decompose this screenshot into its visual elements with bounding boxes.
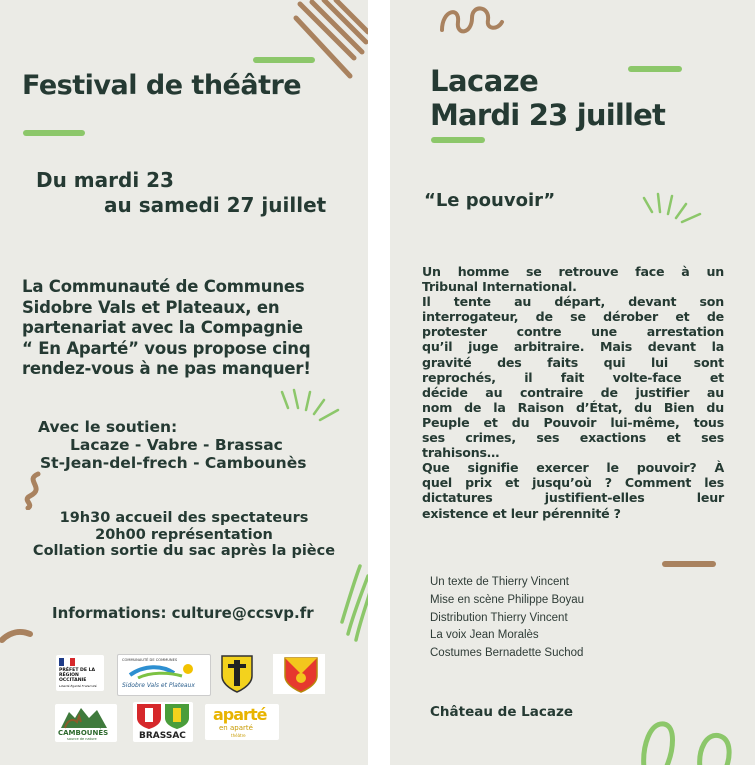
- synopsis-line: dictatures justifient-elles leur: [422, 490, 724, 506]
- synopsis-line: Que signifie exercer le pouvoir? À: [422, 460, 724, 476]
- brush-decoration-icon: [0, 626, 34, 646]
- intro-line: Sidobre Vals et Plateaux, en: [22, 297, 280, 317]
- support-label: Avec le soutien:: [38, 418, 178, 436]
- support-towns-1: Lacaze - Vabre - Brassac: [70, 436, 283, 454]
- cambounes-logo-text: CAMBOUNÈS: [58, 729, 109, 737]
- event-title-line-1: Lacaze: [430, 64, 539, 98]
- credit-line: Costumes Bernadette Suchod: [430, 647, 584, 660]
- credit-line: La voix Jean Moralès: [430, 629, 539, 642]
- right-flyer-panel: [390, 0, 755, 765]
- accent-bar-top: [253, 57, 315, 63]
- en-aparte-logo-wordmark: aparté: [213, 705, 267, 724]
- dates-line-1: Du mardi 23: [36, 168, 174, 192]
- synopsis-line: protester contre une arrestation: [422, 324, 724, 340]
- ccsvp-logo: [117, 654, 211, 696]
- intro-line: rendez-vous à ne pas manquer!: [22, 359, 311, 378]
- synopsis-line: quel prix et jusqu’où ? Comment les: [422, 475, 724, 491]
- synopsis-line: qu’il juge arbitraire. Mais devant la: [422, 339, 724, 355]
- lacaze-coat-of-arms-icon: [273, 654, 325, 694]
- intro-line: La Communauté de Communes: [22, 277, 305, 296]
- synopsis-paragraph: [422, 264, 724, 521]
- ccsvp-wave-icon: [128, 663, 198, 679]
- credit-line: Mise en scène Philippe Boyau: [430, 593, 585, 606]
- grass-decoration-icon: [338, 562, 368, 642]
- credit-line: Distribution Thierry Vincent: [430, 611, 568, 624]
- credits-list: [430, 574, 584, 663]
- brassac-coat-of-arms-icon: [133, 702, 193, 730]
- synopsis-line: interrogateur, de se dérober et de: [422, 309, 724, 325]
- synopsis-line: gravité des faits qui lui sont: [422, 354, 724, 370]
- dates-line-2: au samedi 27 juillet: [104, 193, 327, 217]
- synopsis-line: Un homme se retrouve face à un: [422, 264, 724, 279]
- hatch-decoration-icon: [292, 0, 368, 82]
- synopsis-line: existence et leur pérennité ?: [422, 505, 621, 521]
- credit-line: Un texte de Thierry Vincent: [430, 576, 569, 588]
- prefet-logo-motto: Liberté Égalité Fraternité: [59, 684, 97, 688]
- ccsvp-logo-caption: COMMUNAUTÉ DE COMMUNES: [122, 658, 178, 662]
- synopsis-line: Tribunal International.: [422, 279, 577, 295]
- sparkle-icon: [276, 388, 346, 428]
- prefet-logo-text: PRÉFET DE LA RÉGION OCCITANIE: [59, 668, 96, 683]
- event-title-line-2: Mardi 23 juillet: [430, 98, 666, 132]
- cambounes-deer-icon: [55, 704, 117, 730]
- schedule-line: Collation sortie du sac après la pièce: [32, 543, 336, 559]
- play-title: “Le pouvoir”: [424, 190, 556, 211]
- info-contact[interactable]: Informations: culture@ccsvp.fr: [52, 604, 314, 622]
- synopsis-line: reprochés, il fait volte-face et: [422, 369, 724, 385]
- cambounes-logo: [55, 704, 117, 742]
- intro-line: “ En Aparté” vous propose cinq: [22, 338, 311, 358]
- accent-bar-title-right: [431, 137, 485, 143]
- schedule-block: [0, 510, 368, 560]
- synopsis-line: trahisons…: [422, 445, 500, 461]
- en-aparte-logo-caption: théâtre: [231, 733, 246, 738]
- support-towns-2: St-Jean-del-frech - Cambounès: [40, 454, 307, 472]
- ccsvp-logo-text: Sidobre Vals et Plateaux: [122, 682, 195, 689]
- prefet-occitanie-logo: [56, 655, 104, 691]
- left-flyer-panel: [0, 0, 368, 765]
- accent-bar-top-right: [628, 66, 682, 72]
- en-aparte-logo-text: en aparté: [219, 724, 253, 732]
- synopsis-line: Peuple et du Pouvoir lui-même, tous: [422, 414, 724, 430]
- sparkle-icon: [640, 192, 706, 232]
- squiggle-decoration-icon: [20, 470, 50, 510]
- festival-title: Festival de théâtre: [22, 70, 302, 101]
- accent-bar-title: [23, 130, 85, 136]
- brassac-logo-text: BRASSAC: [139, 731, 186, 741]
- synopsis-line: nom de la Raison d’État, du Bien du: [422, 399, 724, 415]
- synopsis-line: ses crimes, ses exactions et ses: [422, 430, 724, 446]
- cambounes-logo-subtitle: source de nature: [67, 737, 97, 741]
- intro-paragraph: [22, 277, 362, 380]
- accent-bar-credits: [662, 561, 716, 567]
- intro-line: partenariat avec la Compagnie: [22, 318, 303, 337]
- venue-name: Château de Lacaze: [430, 704, 574, 720]
- french-flag-icon: [59, 658, 75, 666]
- schedule-line: 20h00 représentation: [95, 526, 273, 543]
- schedule-line: 19h30 accueil des spectateurs: [59, 510, 309, 526]
- vine-decoration-icon: [640, 710, 750, 765]
- vabre-coat-of-arms-icon: [220, 654, 254, 694]
- synopsis-line: Il tente au départ, devant son: [422, 294, 724, 310]
- loops-decoration-icon: [438, 0, 518, 40]
- en-aparte-logo: [205, 704, 279, 740]
- brassac-logo: [133, 702, 193, 742]
- synopsis-line: décide au contraire de justifier au: [422, 384, 724, 400]
